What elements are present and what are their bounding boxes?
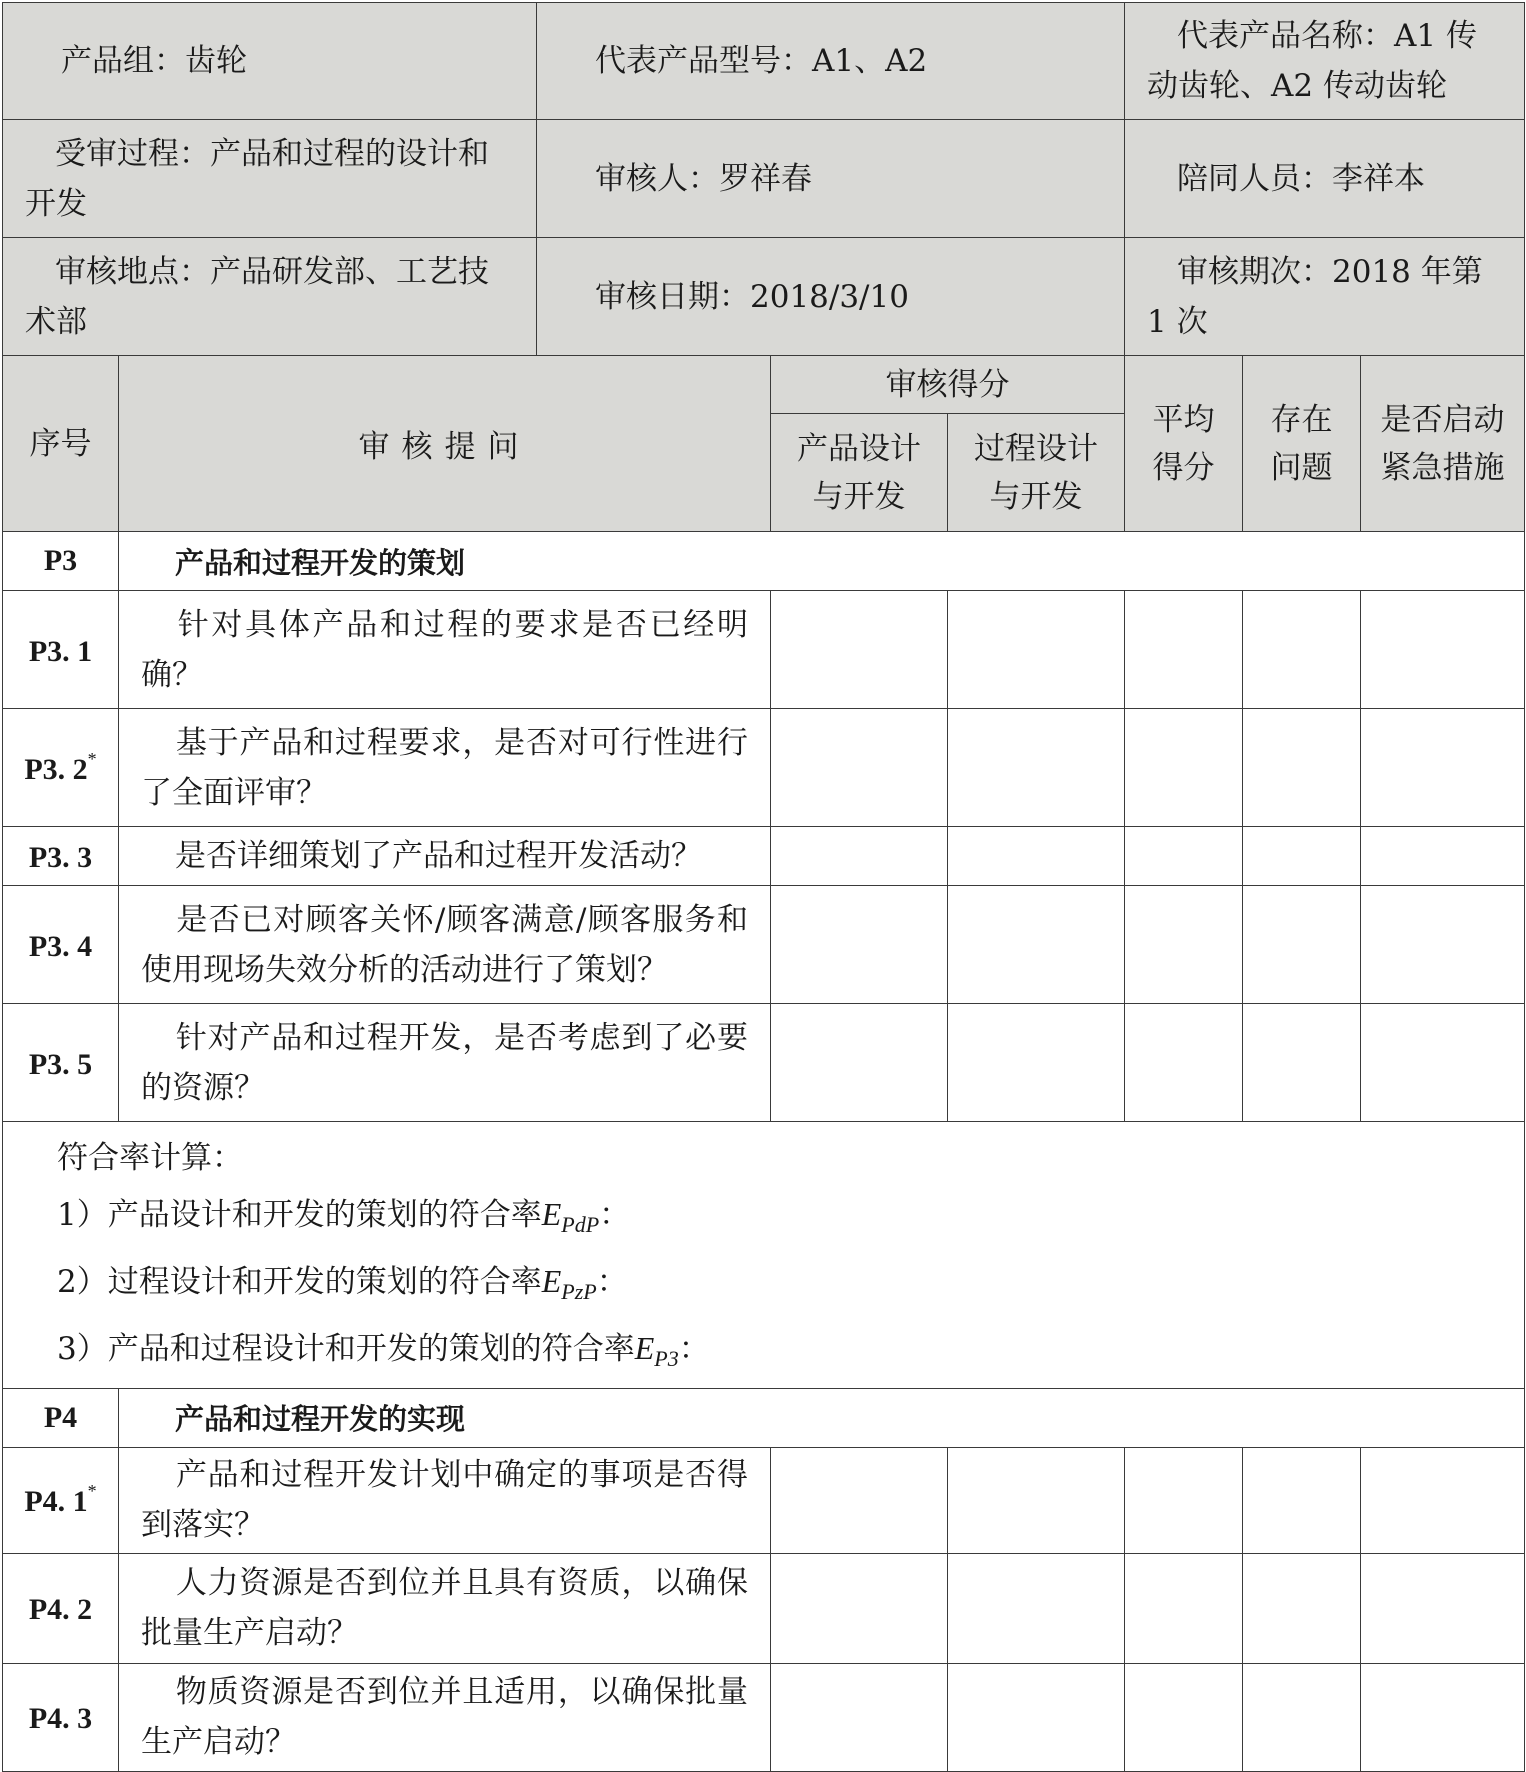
calc-line-3: 3）产品和过程设计和开发的策划的符合率$E_{P3}$：: [57, 1330, 710, 1372]
name-cell: [1125, 3, 1525, 120]
calc-title: 符合率计算：: [57, 1140, 243, 1176]
item-id: P3. 2: [24, 752, 88, 786]
table-row: P4. 1* 产品和过程开发计划中确定的事项是否得到落实？: [3, 1447, 1525, 1553]
companion-cell: [1125, 120, 1525, 238]
col-emergency: 是否启动 紧急措施: [1361, 356, 1525, 532]
table-row: [3, 591, 1525, 709]
question-text: 是否已对顾客关怀/顾客满意/顾客服务和使用现场失效分析的活动进行了策划？: [141, 901, 748, 988]
score-product-cell[interactable]: [771, 591, 948, 709]
item-id: P4. 1: [24, 1485, 88, 1519]
location-cell: [3, 238, 537, 356]
table-row: [3, 886, 1525, 1004]
score-process-cell[interactable]: [948, 827, 1125, 886]
question-text: 物质资源是否到位并且适用，以确保批量生产启动？: [141, 1674, 748, 1761]
avg-cell[interactable]: [1125, 1663, 1243, 1771]
auditor: 审核人：罗祥春: [595, 160, 812, 197]
period-cell: [1125, 238, 1525, 356]
table-row: [3, 1663, 1525, 1771]
emergency-cell[interactable]: [1361, 1447, 1525, 1553]
issue-cell[interactable]: [1243, 709, 1361, 827]
item-id: P3. 5: [28, 1047, 93, 1081]
emergency-cell[interactable]: [1361, 1663, 1525, 1771]
calc-line-1: 1）产品设计和开发的策划的符合率$E_{PdP}$：: [57, 1196, 631, 1238]
score-process-cell[interactable]: [948, 886, 1125, 1004]
issue-cell[interactable]: [1243, 591, 1361, 709]
question-text: 针对产品和过程开发，是否考虑到了必要的资源？: [141, 1019, 748, 1106]
audit-location: 审核地点：产品研发部、工艺技术部: [25, 253, 489, 340]
score-process-cell[interactable]: [948, 1553, 1125, 1663]
emergency-cell[interactable]: [1361, 591, 1525, 709]
question-text: 是否详细策划了产品和过程开发活动？: [175, 838, 702, 874]
issue-cell[interactable]: [1243, 1553, 1361, 1663]
issue-cell[interactable]: [1243, 1663, 1361, 1771]
table-row: [3, 1553, 1525, 1663]
col-avg: 平均 得分: [1125, 356, 1243, 532]
score-product-cell[interactable]: [771, 1447, 948, 1553]
companion: 陪同人员：李祥本: [1177, 160, 1425, 197]
date-cell: [537, 238, 1125, 356]
emergency-cell[interactable]: [1361, 1553, 1525, 1663]
section-id: P3: [3, 532, 119, 591]
product-name: 代表产品名称：A1 传动齿轮、A2 传动齿轮: [1147, 18, 1477, 104]
score-product-cell[interactable]: [771, 886, 948, 1004]
question-text: 产品和过程开发计划中确定的事项是否得到落实？: [141, 1457, 748, 1544]
item-id: P3. 3: [28, 841, 93, 874]
product-model: 代表产品型号：A1、A2: [595, 43, 928, 79]
compliance-calc: [3, 1122, 1525, 1389]
score-process-cell[interactable]: [948, 1447, 1125, 1553]
item-id: P4. 3: [28, 1702, 93, 1736]
audit-period: 审核期次：2018 年第 1 次: [1147, 253, 1483, 340]
item-id: P3. 1: [28, 634, 93, 668]
avg-cell[interactable]: [1125, 591, 1243, 709]
section-title: 产品和过程开发的实现: [119, 1388, 1525, 1447]
question-text: 针对具体产品和过程的要求是否已经明确？: [141, 606, 748, 693]
calc-line-2: 2）过程设计和开发的策划的符合率$E_{PzP}$：: [57, 1263, 628, 1305]
avg-cell[interactable]: [1125, 827, 1243, 886]
auditor-cell: [537, 120, 1125, 238]
issue-cell[interactable]: [1243, 827, 1361, 886]
audit-table: [2, 2, 1525, 1772]
process-cell: [3, 120, 537, 238]
question-text: 基于产品和过程要求，是否对可行性进行了全面评审？: [141, 724, 748, 811]
section-row-p3: [3, 532, 1525, 591]
item-id: P4. 2: [28, 1593, 93, 1627]
score-product-cell[interactable]: [771, 1553, 948, 1663]
col-question: 审核提问: [119, 356, 771, 532]
section-row-p4: [3, 1388, 1525, 1447]
emergency-cell[interactable]: [1361, 886, 1525, 1004]
audit-date: 审核日期：2018/3/10: [595, 278, 909, 315]
score-process-cell[interactable]: [948, 709, 1125, 827]
col-product-dev: 产品设计 与开发: [771, 414, 948, 532]
issue-cell[interactable]: [1243, 886, 1361, 1004]
col-score: 审核得分: [771, 356, 1125, 414]
avg-cell[interactable]: [1125, 709, 1243, 827]
col-issue: 存在 问题: [1243, 356, 1361, 532]
score-product-cell[interactable]: [771, 827, 948, 886]
table-row: [3, 827, 1525, 886]
score-product-cell[interactable]: [771, 1663, 948, 1771]
avg-cell[interactable]: [1125, 1004, 1243, 1122]
issue-cell[interactable]: [1243, 1004, 1361, 1122]
score-product-cell[interactable]: [771, 1004, 948, 1122]
item-id: P3. 4: [28, 929, 93, 963]
compliance-calc-row: [3, 1122, 1525, 1389]
product-group-cell: [3, 3, 537, 120]
score-process-cell[interactable]: [948, 1004, 1125, 1122]
model-cell: [537, 3, 1125, 120]
emergency-cell[interactable]: [1361, 827, 1525, 886]
audited-process: 受审过程：产品和过程的设计和开发: [25, 135, 489, 222]
avg-cell[interactable]: [1125, 1447, 1243, 1553]
avg-cell[interactable]: [1125, 1553, 1243, 1663]
score-process-cell[interactable]: [948, 1663, 1125, 1771]
score-process-cell[interactable]: [948, 591, 1125, 709]
issue-cell[interactable]: [1243, 1447, 1361, 1553]
section-title: 产品和过程开发的策划: [119, 532, 1525, 591]
section-id: P4: [3, 1388, 119, 1447]
question-text: 人力资源是否到位并且具有资质，以确保批量生产启动？: [141, 1565, 748, 1652]
emergency-cell[interactable]: [1361, 1004, 1525, 1122]
col-process-dev: 过程设计 与开发: [948, 414, 1125, 532]
score-product-cell[interactable]: [771, 709, 948, 827]
product-group: 产品组：齿轮: [61, 43, 247, 79]
avg-cell[interactable]: [1125, 886, 1243, 1004]
emergency-cell[interactable]: [1361, 709, 1525, 827]
table-row: [3, 1004, 1525, 1122]
table-row: P3. 2* 基于产品和过程要求，是否对可行性进行了全面评审？: [3, 709, 1525, 827]
col-seq: 序号: [3, 356, 119, 532]
